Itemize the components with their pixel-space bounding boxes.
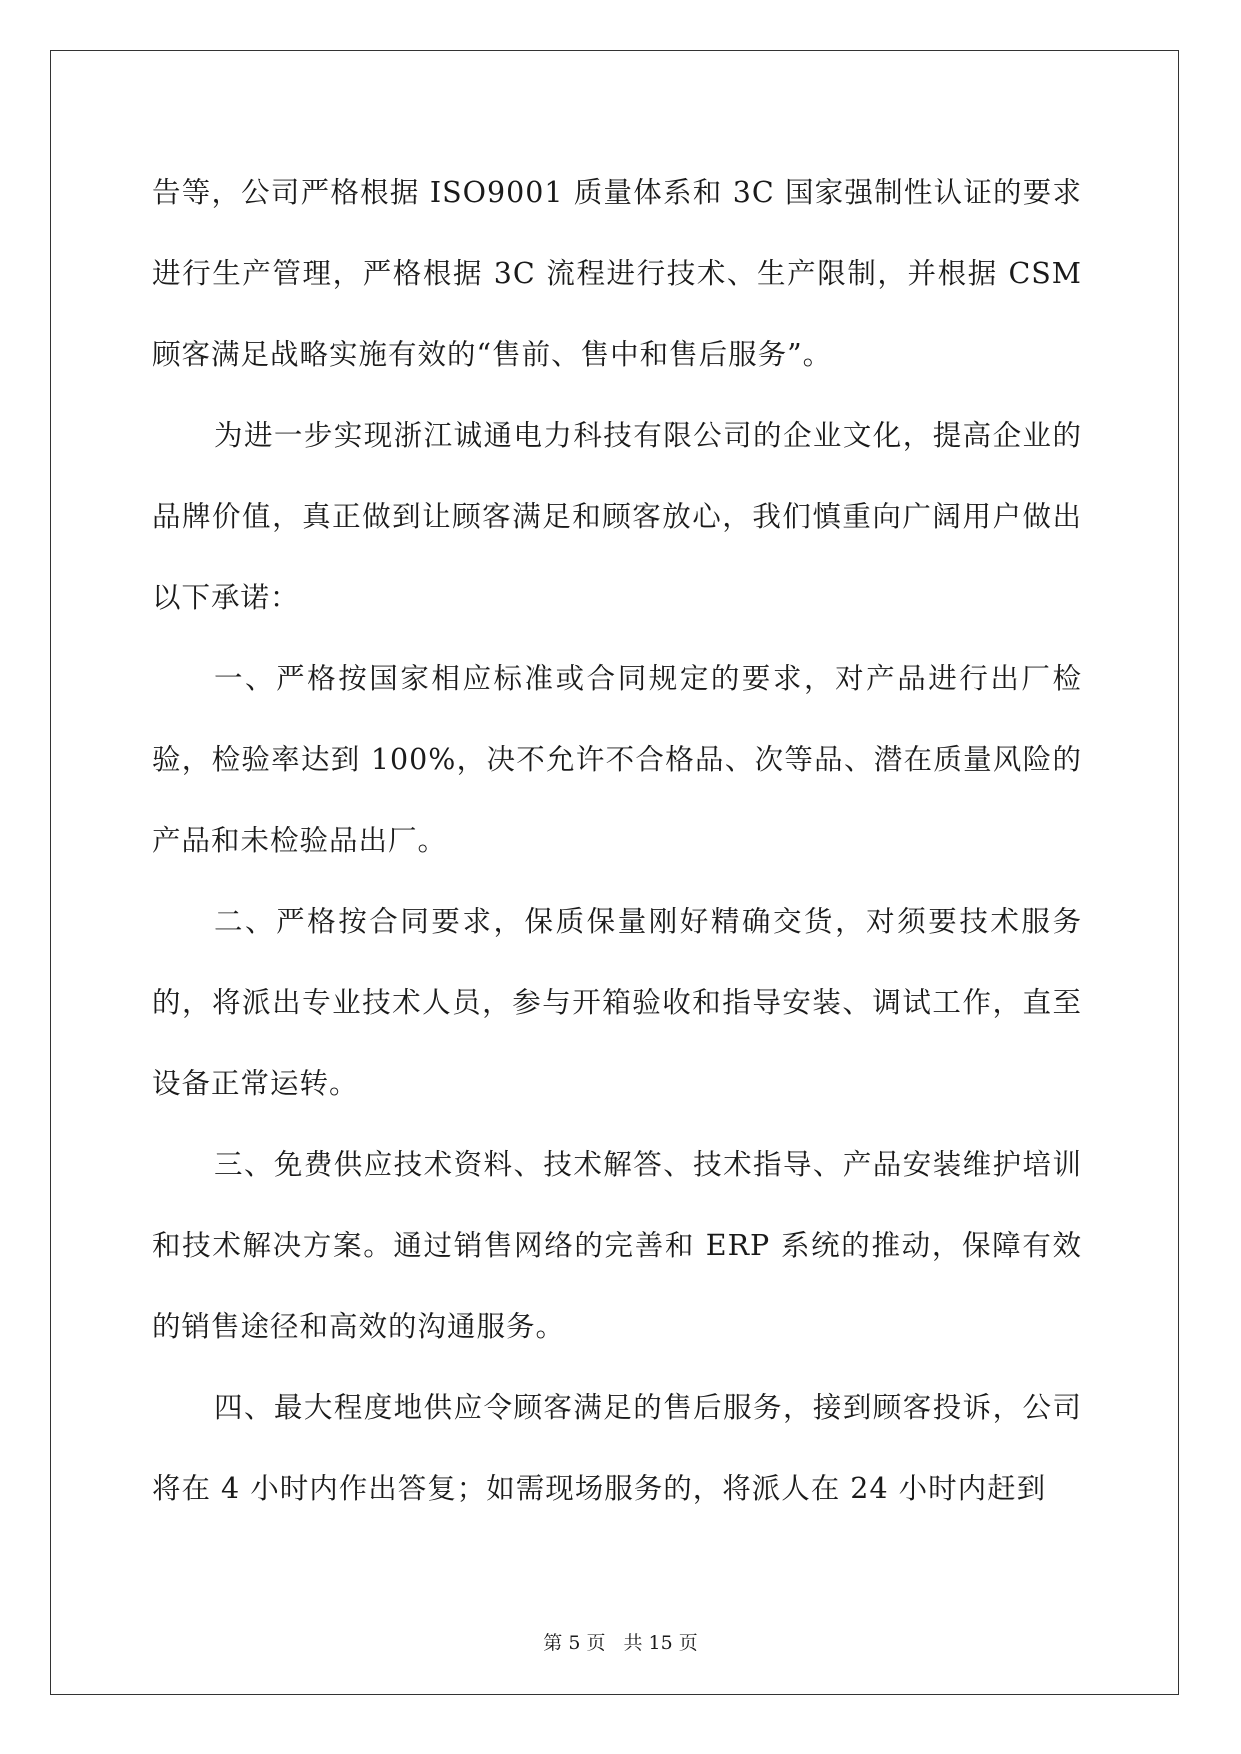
paragraph-commitment-1: 一、严格按国家相应标准或合同规定的要求，对产品进行出厂检验，检验率达到 100%，决不允许不合格品、次等品、潜在质量风险的产品和未检验品出厂。 xyxy=(152,662,1082,857)
paragraph-intro: 为进一步实现浙江诚通电力科技有限公司的企业文化，提高企业的品牌价值，真正做到让顾客满足和顾客放心，我们慎重向广阔用户做出以下承诺： xyxy=(152,419,1082,614)
document-body xyxy=(152,152,1082,1529)
paragraph-commitment-3: 三、免费供应技术资料、技术解答、技术指导、产品安装维护培训和技术解决方案。通过销售网络的完善和 ERP 系统的推动，保障有效的销售途径和高效的沟通服务。 xyxy=(152,1148,1082,1343)
paragraph-commitment-2: 二、严格按合同要求，保质保量刚好精确交货，对须要技术服务的，将派出专业技术人员，参与开箱验收和指导安装、调试工作，直至设备正常运转。 xyxy=(152,905,1082,1100)
page-number: 第 5 页 xyxy=(543,1632,606,1654)
paragraph-commitment-4: 四、最大程度地供应令顾客满足的售后服务，接到顾客投诉，公司将在 4 小时内作出答复；如需现场服务的，将派人在 24 小时内赶到 xyxy=(152,1391,1082,1505)
page-total: 共 15 页 xyxy=(623,1632,698,1654)
paragraph-continuation: 告等，公司严格根据 ISO9001 质量体系和 3C 国家强制性认证的要求进行生产管理，严格根据 3C 流程进行技术、生产限制，并根据 CSM 顾客满足战略实施有效的“售前、售中和售后服务”。 xyxy=(152,176,1082,371)
page-footer xyxy=(0,1631,1241,1655)
